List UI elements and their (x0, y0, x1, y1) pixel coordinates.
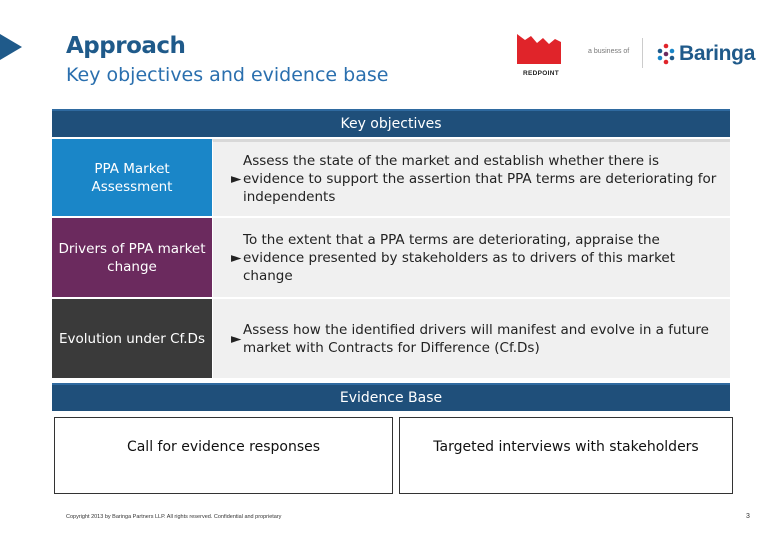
page-title: Approach (66, 33, 186, 59)
evidence-box-interviews: Targeted interviews with stakeholders (399, 417, 733, 494)
objective-label-evolution: Evolution under Cf.Ds (52, 299, 212, 378)
page-number: 3 (746, 513, 750, 520)
footer-copyright: Copyright 2013 by Baringa Partners LLP. All rights reserved. Confidential and proprietary (66, 514, 282, 520)
evidence-base-banner: Evidence Base (52, 383, 730, 411)
bullet-arrow-icon: ► (231, 171, 242, 187)
bullet-arrow-icon: ► (231, 249, 242, 266)
evidence-box-call-for-evidence: Call for evidence responses (54, 417, 393, 494)
corner-arrow-icon (0, 34, 22, 60)
objective-label-drivers: Drivers of PPA market change (52, 218, 212, 297)
logo-divider (642, 38, 643, 68)
redpoint-logo (517, 34, 565, 78)
page-subtitle: Key objectives and evidence base (66, 64, 389, 86)
business-of-label: a business of (588, 48, 630, 55)
redpoint-mark-icon (517, 34, 561, 64)
objective-description-text: Assess the state of the market and establish whether there is evidence to support the assertion that PPA terms are deteriorating for independents (243, 153, 717, 205)
bullet-arrow-icon: ► (231, 330, 242, 347)
baringa-wordmark: Baringa (679, 42, 756, 65)
objective-description-text: To the extent that a PPA terms are deteriorating, appraise the evidence presented by stakeholders as to drivers of this market change (243, 231, 676, 284)
redpoint-wordmark: REDPOINT (523, 70, 559, 77)
objective-description (212, 218, 730, 297)
objective-description (212, 139, 730, 216)
baringa-logo (656, 42, 755, 66)
key-objectives-banner: Key objectives (52, 109, 730, 137)
baringa-mark-icon (656, 43, 676, 65)
objective-label-ppa-market-assessment: PPA Market Assessment (52, 139, 212, 216)
objective-description-text: Assess how the identified drivers will manifest and evolve in a future market with Contracts for Difference (Cf.Ds) (243, 321, 709, 356)
objective-description (212, 299, 730, 378)
